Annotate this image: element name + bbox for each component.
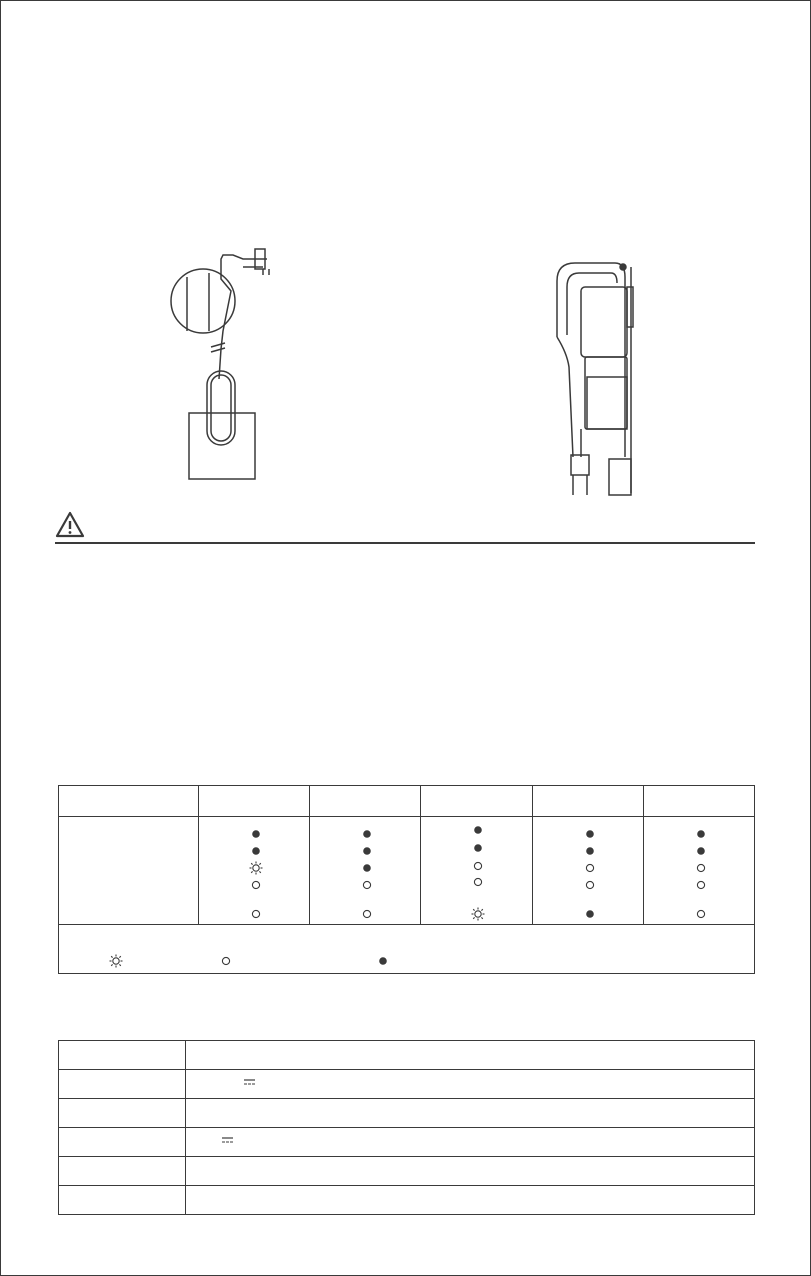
spec-row bbox=[59, 1186, 755, 1215]
dc-symbol-icon bbox=[244, 1079, 255, 1085]
indicator-light-off bbox=[583, 878, 593, 888]
indicator-light-on bbox=[471, 841, 481, 851]
indicator-light-off bbox=[360, 907, 370, 917]
indicator-light-on bbox=[249, 844, 259, 854]
specification-table bbox=[58, 1040, 755, 1215]
light-on-icon bbox=[376, 954, 390, 968]
state-cell bbox=[421, 817, 532, 925]
indicator-light-on bbox=[249, 827, 259, 837]
spec-row bbox=[59, 1099, 755, 1128]
indicator-light-on bbox=[583, 907, 593, 917]
charger-adapter-illustration bbox=[161, 239, 281, 485]
spec-row bbox=[59, 1128, 755, 1157]
indicator-light-off bbox=[694, 907, 704, 917]
blinking-light-icon bbox=[109, 954, 123, 968]
dc-symbol-icon bbox=[222, 1137, 233, 1143]
indicator-light-off bbox=[249, 878, 259, 888]
indicator-light-blink bbox=[471, 907, 481, 917]
indicator-light-off bbox=[694, 861, 704, 871]
warning-divider bbox=[55, 542, 755, 544]
state-cell bbox=[532, 817, 643, 925]
indicator-light-on bbox=[583, 827, 593, 837]
warning-header bbox=[55, 511, 755, 545]
indicator-light-on bbox=[360, 844, 370, 854]
light-off-icon bbox=[219, 954, 233, 968]
indicator-light-on bbox=[694, 844, 704, 854]
indicator-light-off bbox=[471, 859, 481, 869]
indicator-lights-row bbox=[59, 817, 755, 925]
indicator-light-on bbox=[471, 823, 481, 833]
indicator-light-on bbox=[360, 861, 370, 871]
indicator-light-off bbox=[694, 878, 704, 888]
indicator-legend-row bbox=[59, 925, 755, 974]
spec-row bbox=[59, 1070, 755, 1099]
indicator-light-off bbox=[249, 907, 259, 917]
state-cell bbox=[198, 817, 309, 925]
state-cell bbox=[643, 817, 754, 925]
indicator-light-blink bbox=[249, 861, 259, 871]
spec-row bbox=[59, 1157, 755, 1186]
warning-triangle-icon bbox=[55, 511, 85, 539]
indicator-light-on bbox=[360, 827, 370, 837]
stick-vacuum-charging-illustration bbox=[553, 257, 639, 497]
indicator-light-on bbox=[583, 844, 593, 854]
state-cell bbox=[310, 817, 421, 925]
indicator-light-off bbox=[583, 861, 593, 871]
battery-indicator-table bbox=[58, 785, 755, 974]
indicator-light-off bbox=[471, 875, 481, 885]
indicator-header-row bbox=[59, 786, 755, 817]
indicator-light-off bbox=[360, 878, 370, 888]
indicator-light-on bbox=[694, 827, 704, 837]
spec-row bbox=[59, 1041, 755, 1070]
